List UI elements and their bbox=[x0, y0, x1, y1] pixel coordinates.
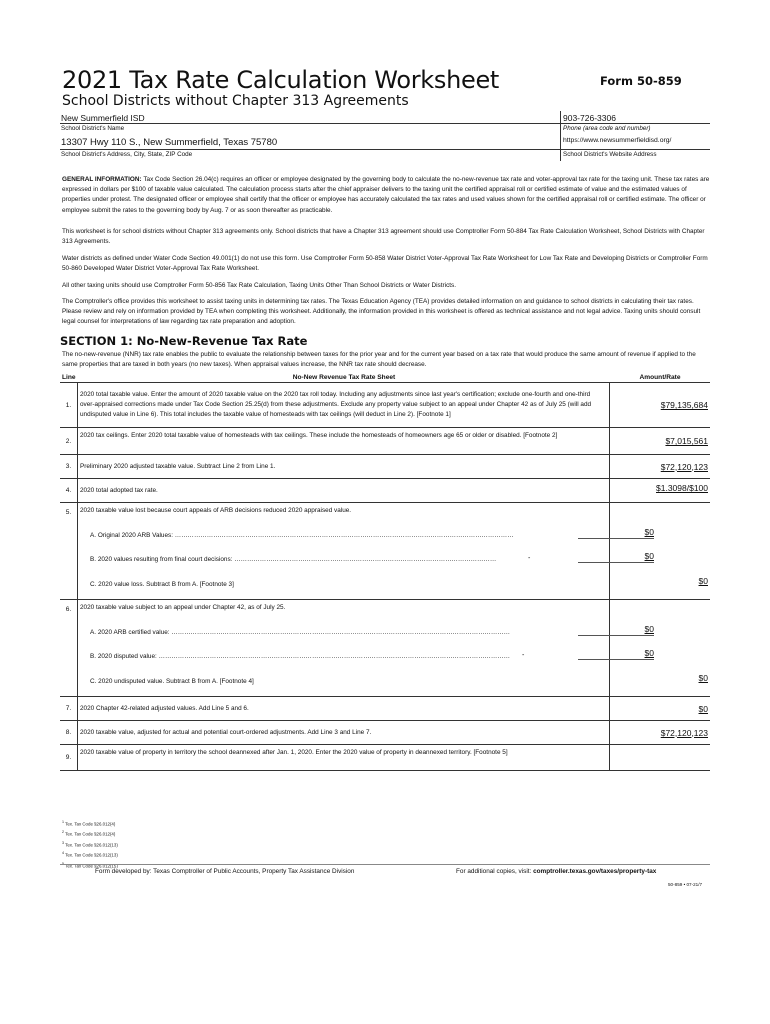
line-description: 2020 taxable value of property in territory the school deannexed after Jan. 1, 2020. Enter the 2020 value of property in deannexed territory. [Footnote 5] bbox=[78, 745, 610, 770]
form-code: 50-859 • 07-21/7 bbox=[668, 882, 703, 887]
district-name-field[interactable]: New Summerfield ISD bbox=[60, 111, 560, 124]
line-6b-label: B. 2020 disputed value: ………………………………………………………………………………………………………………………………………………… bbox=[90, 653, 511, 660]
col-line-header: Line bbox=[62, 373, 76, 381]
line-number: 5. bbox=[60, 503, 78, 599]
district-address-label: School District's Address, City, State, ZIP Code bbox=[61, 151, 193, 158]
footer-divider bbox=[60, 864, 710, 865]
district-address-field[interactable]: 13307 Hwy 110 S., New Summerfield, Texas 75780 bbox=[60, 135, 560, 150]
line-6a-value[interactable]: $0 bbox=[578, 624, 654, 636]
line-5b-dash: - bbox=[528, 555, 531, 562]
table-row bbox=[60, 697, 710, 721]
table-row bbox=[60, 383, 710, 428]
footnotes bbox=[62, 818, 118, 870]
footnote-item: $^4$ Tex. Tax Code §26.012(13) bbox=[62, 851, 118, 858]
line-amount[interactable]: $1.3098/$100 bbox=[656, 483, 708, 493]
line-number: 7. bbox=[60, 697, 78, 720]
district-info bbox=[60, 111, 710, 161]
intro-paragraph-2: This worksheet is for school districts without Chapter 313 agreements only. School districts that have a Chapter 313 agreement should use Comptroller Form 50-884 Tax Rate Calculation Worksheet, School Districts with Chapter 313 Agreements. bbox=[62, 228, 705, 246]
general-information-text: Tax Code Section 26.04(c) requires an officer or employee designated by the governing body to calculate the no-new-revenue tax rate and voter-approval tax rate for the taxing unit. These tax rates are expressed in dollars per $100 of taxable value calculated. The calculation process starts after the chief appraiser delivers to the taxing unit the certified appraisal roll or certified estimate of value and the estimated values of properties under protest. The designated officer or employee shall certify that the officer or employee has accurately calculated the tax rates and used values shown for the certified appraisal roll or certified estimate. The officer or employee submit the rates to the governing body by Aug. 7 or as soon thereafter as practicable. bbox=[62, 176, 710, 214]
intro-paragraph-4: All other taxing units should use Comptroller Form 50-856 Tax Rate Calculation, Taxing Units Other Than School Districts or Water Districts. bbox=[62, 282, 457, 289]
line-number: 8. bbox=[60, 721, 78, 744]
page-subtitle: School Districts without Chapter 313 Agreements bbox=[62, 93, 409, 109]
table-row bbox=[60, 428, 710, 455]
line-number: 9. bbox=[60, 745, 78, 770]
page-title: 2021 Tax Rate Calculation Worksheet bbox=[62, 66, 500, 94]
col-description-header: No-New Revenue Tax Rate Sheet bbox=[292, 373, 396, 381]
footer-copies bbox=[456, 868, 656, 875]
line-5a-value[interactable]: $0 bbox=[578, 527, 654, 539]
line-number: 6. bbox=[60, 600, 78, 696]
table-row bbox=[60, 503, 710, 600]
col-amount-header: Amount/Rate bbox=[639, 373, 681, 381]
table-header bbox=[60, 372, 710, 383]
table-row bbox=[60, 600, 710, 697]
line-description: Preliminary 2020 adjusted taxable value. Subtract Line 2 from Line 1. bbox=[78, 455, 610, 478]
line-amount[interactable]: $0 bbox=[698, 673, 708, 683]
table-row bbox=[60, 479, 710, 503]
table-row bbox=[60, 455, 710, 479]
website-field[interactable]: https://www.newsummerfieldisd.org/ bbox=[561, 135, 710, 150]
line-description bbox=[78, 600, 654, 696]
line-5a-label: A. Original 2020 ARB Values: …………………………………………………………………………………………………………………………………………… bbox=[90, 532, 514, 539]
table-row bbox=[60, 745, 710, 771]
line-amount[interactable]: $72,120,123 bbox=[660, 461, 708, 472]
line-description bbox=[78, 503, 654, 599]
intro-paragraph-5: The Comptroller's office provides this worksheet to assist taxing units in determining tax rates. The Texas Education Agency (TEA) provides detailed information on and guidance to school districts in calculating their tax rates. Please review and rely on information provided by TEA when completing this worksheet. Additionally, the information provided in this worksheet is offered as technical assistance and not legal advice. Taxing units should consult legal counsel for interpretations of law regarding tax rate preparation and adoption. bbox=[62, 298, 701, 326]
line-number: 3. bbox=[60, 455, 78, 478]
line-amount[interactable]: $7,015,561 bbox=[665, 436, 708, 446]
footnote-item: $^1$ Tex. Tax Code §26.012(4) bbox=[62, 820, 116, 827]
footer-developed-by: Form developed by: Texas Comptroller of Public Accounts, Property Tax Assistance Division bbox=[95, 868, 355, 875]
line-amount[interactable] bbox=[610, 745, 710, 770]
line-number: 1. bbox=[60, 383, 78, 427]
line-6-text: 2020 taxable value subject to an appeal under Chapter 42, as of July 25. bbox=[80, 604, 286, 611]
form-number: Form 50-859 bbox=[600, 74, 682, 88]
footnote-item: $^5$ Tex. Tax Code §26.012(15) bbox=[62, 861, 118, 869]
line-amount[interactable]: $0 bbox=[698, 576, 708, 586]
line-5-text: 2020 taxable value lost because court appeals of ARB decisions reduced 2020 appraised value. bbox=[80, 507, 352, 514]
line-number: 4. bbox=[60, 479, 78, 502]
line-5b-value[interactable]: $0 bbox=[578, 551, 654, 563]
table-row bbox=[60, 721, 710, 745]
line-5c-label: C. 2020 value loss. Subtract B from A. [Footnote 3] bbox=[90, 581, 234, 588]
phone-label: Phone (area code and number) bbox=[563, 125, 651, 132]
line-description: 2020 total taxable value. Enter the amount of 2020 taxable value on the 2020 tax roll today. Including any adjustments since last year's certification; exclude one-fourth and one-third over-appraised corrections made under Tax Code Section 25.25(d) from these adjustments. Exclude any property value subject to an appeal under Chapter 42 as of July 25 (will add undisputed value in Line 6). This total includes the taxable value of homesteads with tax ceilings (will deduct in Line 2). [Footnote 1] bbox=[78, 383, 610, 427]
line-6b-dash: - bbox=[522, 652, 525, 659]
line-description: 2020 Chapter 42-related adjusted values. Add Line 5 and 6. bbox=[78, 697, 610, 720]
section-1-description: The no-new-revenue (NNR) tax rate enables the public to evaluate the relationship between taxes for the prior year and for the current year based on a tax rate that would produce the same amount of revenue if applied to the same properties that are taxed in both years (no new taxes). When appraisal values increase, the NNR tax rate should decrease. bbox=[62, 351, 696, 369]
district-name-label: School District's Name bbox=[61, 125, 125, 132]
line-5b-label: B. 2020 values resulting from final court decisions: …………………………………………………………………………………………………………… bbox=[90, 556, 497, 563]
general-information bbox=[62, 175, 710, 216]
website-label: School District's Website Address bbox=[563, 151, 657, 158]
line-number: 2. bbox=[60, 428, 78, 454]
intro-paragraph-3: Water districts as defined under Water Code Section 49.001(1) do not use this form. Use Comptroller Form 50-858 Water District Voter-Approval Tax Rate Worksheet for Low Tax Rate and Developing Districts or Comptroller Form 50-860 Developed Water District Voter-Approval Tax Rate Worksheet. bbox=[62, 255, 708, 273]
footer-copies-link[interactable]: comptroller.texas.gov/taxes/property-tax bbox=[533, 868, 657, 875]
line-description: 2020 taxable value, adjusted for actual and potential court-ordered adjustments. Add Line 3 and Line 7. bbox=[78, 721, 610, 744]
line-6a-label: A. 2020 ARB certified value: …………………………………………………………………………………………………………………………………………… bbox=[90, 629, 511, 636]
nnr-table bbox=[60, 372, 710, 771]
footnote-item: $^2$ Tex. Tax Code §26.012(4) bbox=[62, 830, 116, 837]
footnote-item: $^3$ Tex. Tax Code §26.012(13) bbox=[62, 840, 118, 848]
line-amount[interactable]: $72,120,123 bbox=[660, 727, 708, 738]
phone-field[interactable]: 903-726-3306 bbox=[561, 111, 710, 124]
line-amount[interactable]: $79,135,684 bbox=[660, 400, 708, 410]
section-1-title: SECTION 1: No-New-Revenue Tax Rate bbox=[60, 334, 308, 348]
line-description: 2020 total adopted tax rate. bbox=[78, 479, 610, 502]
line-amount[interactable]: $0 bbox=[698, 703, 708, 714]
general-information-label: GENERAL INFORMATION: bbox=[62, 176, 142, 183]
line-6c-label: C. 2020 undisputed value. Subtract B from A. [Footnote 4] bbox=[90, 678, 254, 685]
line-6b-value[interactable]: $0 bbox=[578, 648, 654, 660]
line-description: 2020 tax ceilings. Enter 2020 total taxable value of homesteads with tax ceilings. These include the homesteads of homeowners age 65 or older or disabled. [Footnote 2] bbox=[78, 428, 610, 454]
footer-copies-label: For additional copies, visit: bbox=[456, 868, 534, 875]
